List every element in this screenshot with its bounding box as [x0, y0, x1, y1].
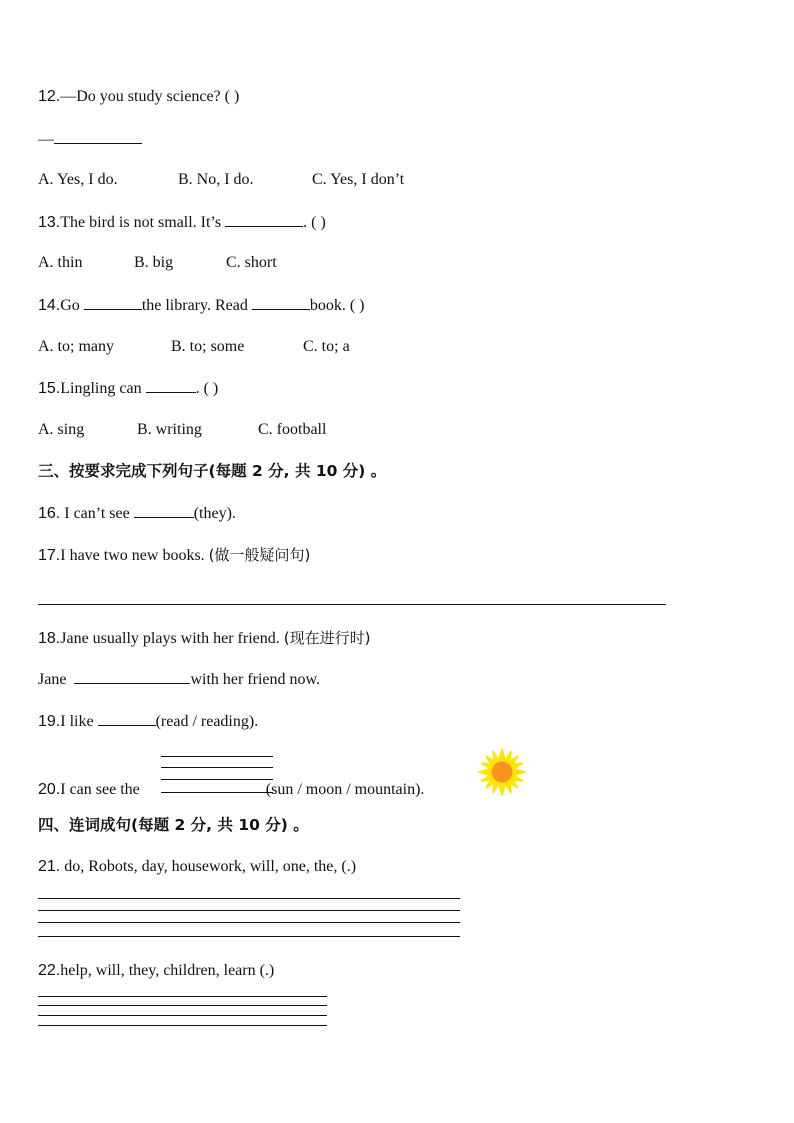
q21-writing-line-4[interactable]	[38, 936, 460, 937]
q22-writing-line-3	[38, 1015, 327, 1016]
q16-text-before: I can’t see	[60, 505, 134, 522]
q18-hint: (现在进行时)	[283, 629, 371, 647]
q15-blank[interactable]	[146, 378, 196, 393]
q15-option-b[interactable]: B. writing	[137, 421, 202, 438]
q16-number: 16.	[38, 505, 61, 522]
q14-number: 14.	[38, 297, 61, 314]
q15-text-after: . ( )	[195, 380, 219, 397]
q14-option-c[interactable]: C. to; a	[303, 338, 350, 355]
q19-number: 19.	[38, 713, 61, 730]
q22-writing-line-4[interactable]	[38, 1025, 327, 1026]
q13-number: 13.	[38, 214, 61, 231]
q12-dash: —	[38, 131, 54, 148]
q14-text-2: the library. Read	[141, 297, 252, 314]
q19-text-before: I like	[60, 713, 98, 730]
q13-option-c[interactable]: C. short	[226, 254, 277, 271]
q17-number: 17.	[38, 547, 61, 564]
q17-question	[38, 545, 310, 566]
q12-answer-blank[interactable]	[54, 129, 142, 144]
q22-question	[38, 961, 274, 981]
q12-text: —Do you study science? ( )	[60, 88, 240, 105]
q20-guide-line-1	[161, 756, 273, 757]
q20-text-after: (sun / moon / mountain).	[261, 781, 425, 798]
sun-icon	[478, 748, 526, 796]
q17-hint: (做一般疑问句)	[208, 546, 311, 564]
section-4-heading: 四、连词成句(每题 2 分, 共 10 分) 。	[38, 816, 309, 834]
q17-text: I have two new books.	[60, 547, 209, 564]
q14-text-1: Go	[60, 297, 84, 314]
q13-text-before: The bird is not small. It’s	[60, 214, 226, 231]
q22-text: help, will, they, children, learn (.)	[60, 962, 275, 979]
q12-question	[38, 87, 239, 107]
q14-blank-2[interactable]	[252, 295, 310, 310]
q12-option-a[interactable]: A. Yes, I do.	[38, 171, 118, 188]
q13-option-a[interactable]: A. thin	[38, 254, 83, 271]
q20-guide-line-2	[161, 767, 273, 768]
q13-options	[38, 253, 277, 273]
q15-option-a[interactable]: A. sing	[38, 421, 85, 438]
q21-text: do, Robots, day, housework, will, one, the, (.)	[60, 858, 357, 875]
q13-question	[38, 212, 326, 233]
q22-writing-line-1	[38, 996, 327, 997]
q14-option-b[interactable]: B. to; some	[171, 338, 245, 355]
q14-blank-1[interactable]	[84, 295, 142, 310]
q16-question	[38, 503, 236, 524]
q13-option-b[interactable]: B. big	[134, 254, 174, 271]
q18-answer-line	[38, 669, 320, 690]
q19-blank[interactable]	[98, 711, 156, 726]
q19-question	[38, 711, 258, 732]
q21-writing-line-1	[38, 898, 460, 899]
q14-options	[38, 337, 350, 357]
q21-writing-line-2	[38, 910, 460, 911]
q18-blank[interactable]	[74, 669, 190, 684]
q13-text-after: . ( )	[303, 214, 326, 231]
q17-answer-rule[interactable]	[38, 604, 666, 605]
q20-number: 20.	[38, 781, 61, 798]
q22-writing-line-2	[38, 1005, 327, 1006]
q18-text: Jane usually plays with her friend.	[60, 630, 284, 647]
q18-question	[38, 628, 370, 649]
q12-answer-line	[38, 129, 142, 150]
q22-number: 22.	[38, 962, 61, 979]
q14-text-3: book. ( )	[309, 297, 365, 314]
q14-question	[38, 295, 365, 316]
q12-option-c[interactable]: C. Yes, I don’t	[312, 171, 405, 188]
q20-question	[38, 780, 424, 800]
q16-blank[interactable]	[134, 503, 194, 518]
q21-writing-line-3	[38, 922, 460, 923]
q21-question	[38, 857, 356, 877]
q18-answer-before: Jane	[38, 671, 71, 688]
q18-number: 18.	[38, 630, 61, 647]
q12-number: 12.	[38, 88, 61, 105]
q15-option-c[interactable]: C. football	[258, 421, 327, 438]
q12-options	[38, 170, 404, 190]
q15-text-before: Lingling can	[60, 380, 146, 397]
section-3-heading: 三、按要求完成下列句子(每题 2 分, 共 10 分) 。	[38, 462, 387, 480]
q12-option-b[interactable]: B. No, I do.	[178, 171, 254, 188]
q18-answer-after: with her friend now.	[190, 671, 321, 688]
q14-option-a[interactable]: A. to; many	[38, 338, 114, 355]
q16-text-after: (they).	[193, 505, 236, 522]
q19-text-after: (read / reading).	[155, 713, 259, 730]
q20-text-before: I can see the	[60, 781, 144, 798]
q21-number: 21.	[38, 858, 61, 875]
q15-number: 15.	[38, 380, 61, 397]
q13-blank[interactable]	[225, 212, 303, 227]
q15-options	[38, 420, 326, 440]
q15-question	[38, 378, 218, 399]
